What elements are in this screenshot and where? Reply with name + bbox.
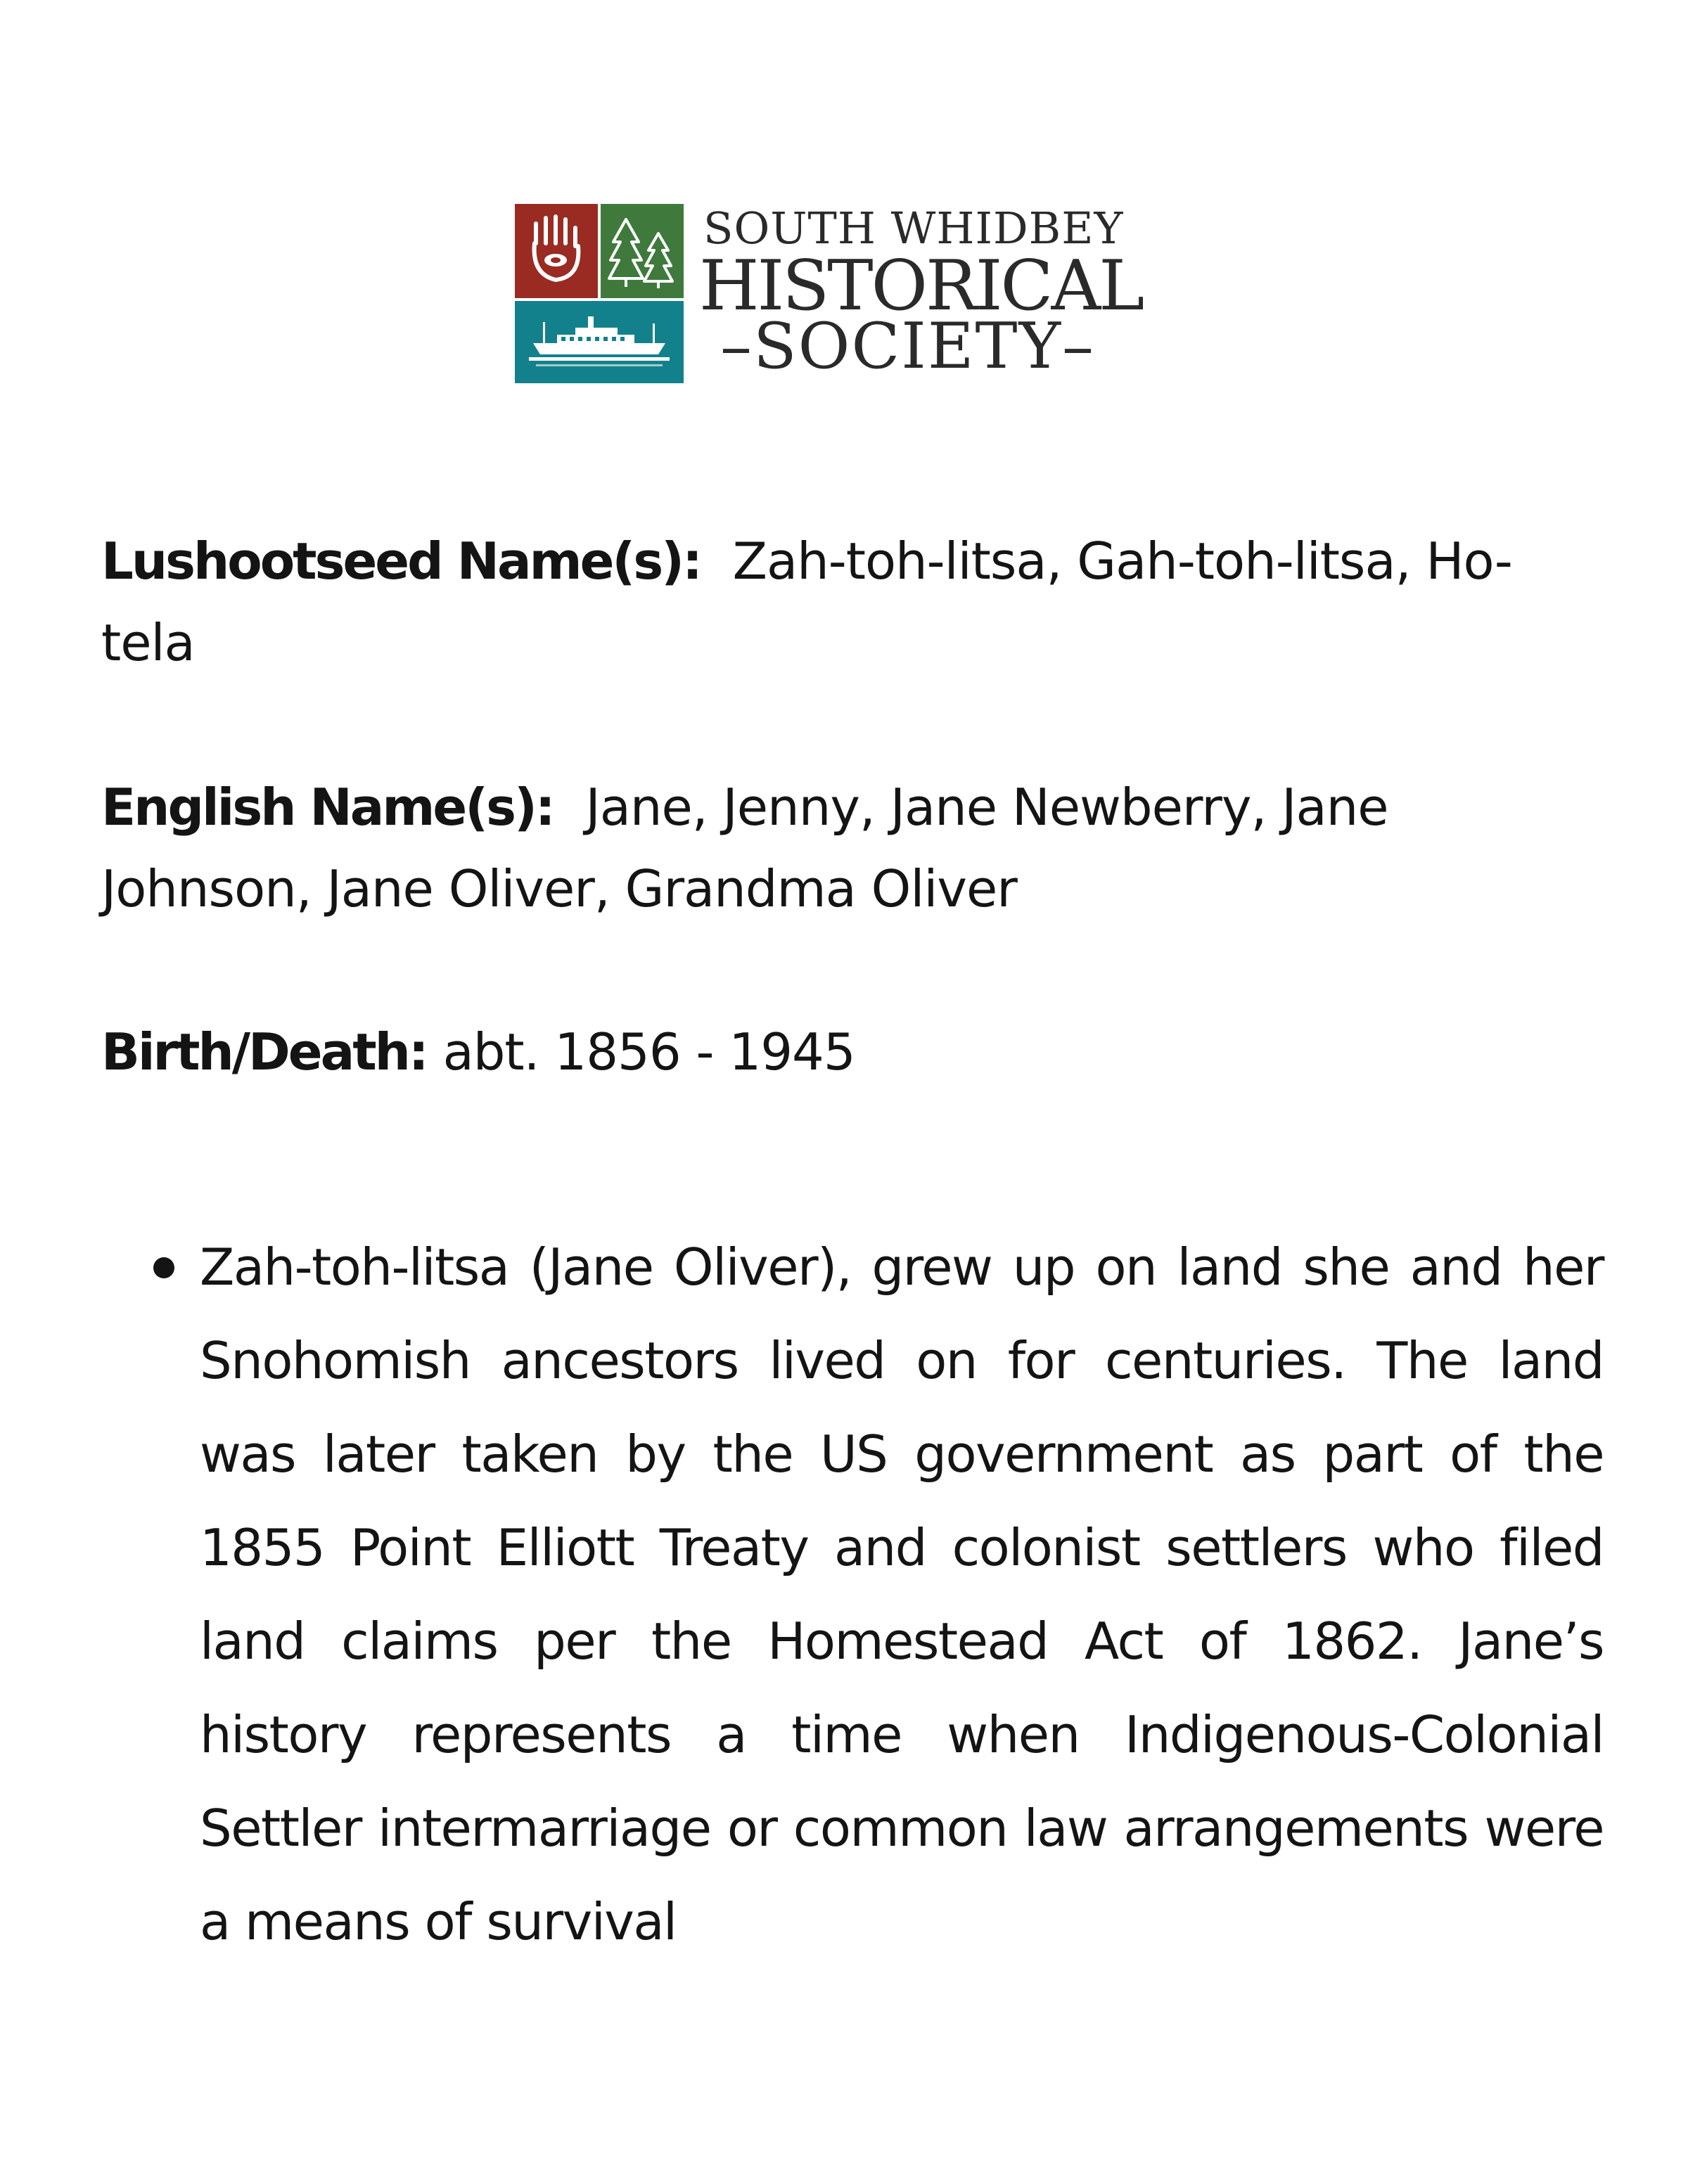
- logo-line-society: –SOCIETY–: [720, 309, 1095, 383]
- bullet-dot-icon: [153, 1257, 174, 1278]
- logo-wordmark: [699, 204, 1191, 383]
- lushootseed-names-field: [101, 520, 1592, 683]
- society-logo: [515, 204, 1190, 383]
- english-names-label: English Name(s):: [101, 778, 554, 837]
- bullet-text: Zah-toh-litsa (Jane Oliver), grew up on land she and her Snohomish ancestors lived on for centuries. The land was later taken by the US government as part of the 1855 Point Elliott Treaty and colonist settlers who filed land claims per the Homestead Act of 1862. Jane’s history represents a time when Indigenous-Colonial Settler intermarriage or common law arrangements were a means of survival: [200, 1238, 1604, 1951]
- english-names-value: Jane, Jenny, Jane Newberry, Jane Johnson, Jane Oliver, Grandma Oliver: [101, 778, 1388, 918]
- logo-line-south-whidbey: SOUTH WHIDBEY: [703, 203, 1124, 254]
- lushootseed-names-label: Lushootseed Name(s):: [101, 532, 701, 591]
- birth-death-field: [101, 1011, 1606, 1093]
- birth-death-value: abt. 1856 - 1945: [442, 1022, 855, 1081]
- english-names-field: [101, 766, 1606, 930]
- logo-green-quadrant: [601, 204, 684, 298]
- biography-bullet-list: [141, 1221, 1604, 1969]
- lushootseed-names-value: Zah-toh-litsa, Gah-toh-litsa, Ho-tela: [101, 532, 1512, 672]
- logo-emblem-icon: [515, 204, 684, 383]
- list-item: [141, 1221, 1604, 1969]
- logo-line-historical: HISTORICAL: [699, 246, 1143, 326]
- birth-death-label: Birth/Death:: [101, 1022, 427, 1081]
